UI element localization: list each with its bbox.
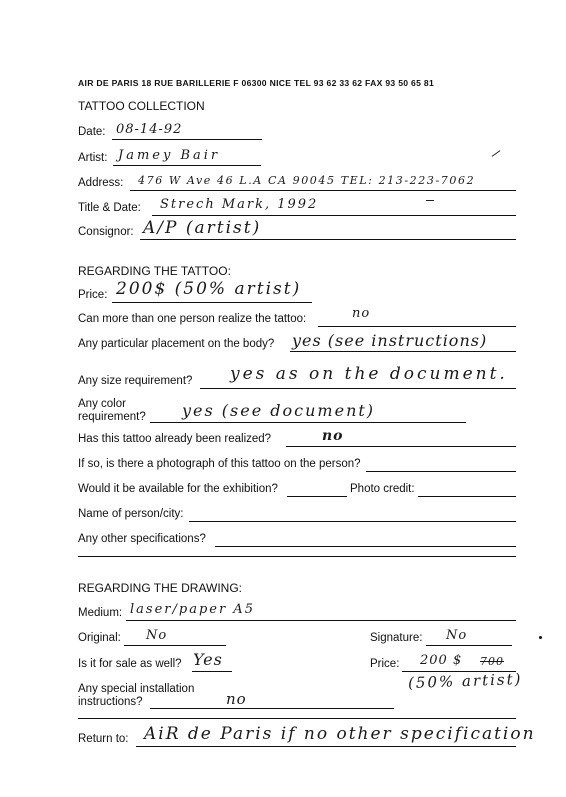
stray-mark (492, 150, 501, 157)
install-value[interactable]: no (226, 690, 247, 708)
placement-label: Any particular placement on the body? (78, 338, 275, 350)
placement-line (290, 351, 516, 352)
person-city-line (189, 521, 516, 522)
original-label: Original: (78, 632, 121, 644)
more-than-one-value[interactable]: no (352, 306, 371, 321)
for-sale-value[interactable]: Yes (193, 650, 223, 669)
stray-dot (539, 636, 542, 639)
price-line (112, 302, 312, 303)
date-value[interactable]: 08-14-92 (116, 122, 183, 137)
more-than-one-line (318, 326, 516, 327)
photo-credit-label: Photo credit: (350, 483, 415, 495)
price-label: Price: (78, 289, 108, 301)
photo-label: If so, is there a photograph of this tattoo on the person? (78, 458, 361, 470)
price-value[interactable]: 200$ (50% artist) (116, 279, 302, 299)
exhibition-label: Would it be available for the exhibition? (78, 483, 278, 495)
address-value[interactable]: 476 W Ave 46 L.A CA 90045 TEL: 213-223-7062 (138, 174, 476, 187)
for-sale-line (192, 671, 232, 672)
form-title: TATTOO COLLECTION (78, 99, 205, 113)
for-sale-label: Is it for sale as well? (78, 658, 182, 670)
size-label: Any size requirement? (78, 375, 193, 387)
medium-label: Medium: (78, 607, 123, 619)
install-label-1: Any special installation (78, 683, 195, 695)
size-line (200, 388, 516, 389)
artist-label: Artist: (78, 152, 108, 164)
address-label: Address: (78, 177, 124, 189)
signature-label: Signature: (370, 632, 423, 644)
install-extra-line (78, 718, 516, 719)
title-date-line (152, 215, 516, 216)
color-value[interactable]: yes (see document) (182, 401, 376, 420)
medium-value[interactable]: laser/paper A5 (130, 602, 255, 617)
date-line (112, 139, 262, 140)
install-label-2: instructions? (78, 696, 143, 708)
signature-line (426, 645, 512, 646)
stray-mark (426, 200, 434, 201)
drawing-price-label: Price: (370, 658, 400, 670)
consignor-value[interactable]: A/P (artist) (143, 218, 262, 238)
drawing-price-value[interactable]: 200 $ (420, 653, 463, 668)
person-city-label: Name of person/city: (78, 508, 184, 520)
signature-value[interactable]: No (446, 628, 468, 643)
exhibition-line (287, 496, 347, 497)
photo-credit-line (418, 496, 516, 497)
original-line (124, 645, 226, 646)
original-value[interactable]: No (146, 628, 168, 643)
realized-line (286, 446, 516, 447)
drawing-heading: REGARDING THE DRAWING: (78, 581, 243, 595)
color-label-2: requirement? (78, 411, 146, 423)
medium-line (126, 620, 516, 621)
other-specs-extra-line (78, 556, 516, 557)
realized-label: Has this tattoo already been realized? (78, 433, 272, 445)
artist-value[interactable]: Jamey Bair (118, 148, 221, 163)
return-to-line (136, 746, 516, 747)
consignor-label: Consignor: (78, 226, 134, 238)
artist-line (113, 165, 261, 166)
consignor-line (140, 239, 516, 240)
drawing-price-note: (50% artist) (407, 670, 523, 692)
return-to-value[interactable]: AiR de Paris if no other specification (144, 724, 536, 744)
tattoo-heading: REGARDING THE TATTOO: (78, 264, 231, 278)
letterhead: AIR DE PARIS 18 RUE BARILLERIE F 06300 NICE TEL 93 62 33 62 FAX 93 50 65 81 (78, 78, 435, 88)
install-line (150, 708, 394, 709)
title-date-value[interactable]: Strech Mark, 1992 (160, 197, 319, 212)
realized-value[interactable]: no (322, 428, 344, 444)
placement-value[interactable]: yes (see instructions) (292, 331, 488, 350)
other-specs-label: Any other specifications? (78, 533, 206, 545)
photo-line (366, 471, 516, 472)
title-date-label: Title & Date: (78, 202, 141, 214)
more-than-one-label: Can more than one person realize the tattoo: (78, 313, 307, 325)
return-to-label: Return to: (78, 733, 129, 745)
color-label-1: Any color (78, 398, 126, 410)
color-line (150, 422, 466, 423)
size-value[interactable]: yes as on the document. (230, 364, 508, 384)
drawing-price-crossed: 700 (480, 655, 504, 668)
other-specs-line (215, 546, 516, 547)
address-line (130, 190, 516, 191)
date-label: Date: (78, 126, 106, 138)
